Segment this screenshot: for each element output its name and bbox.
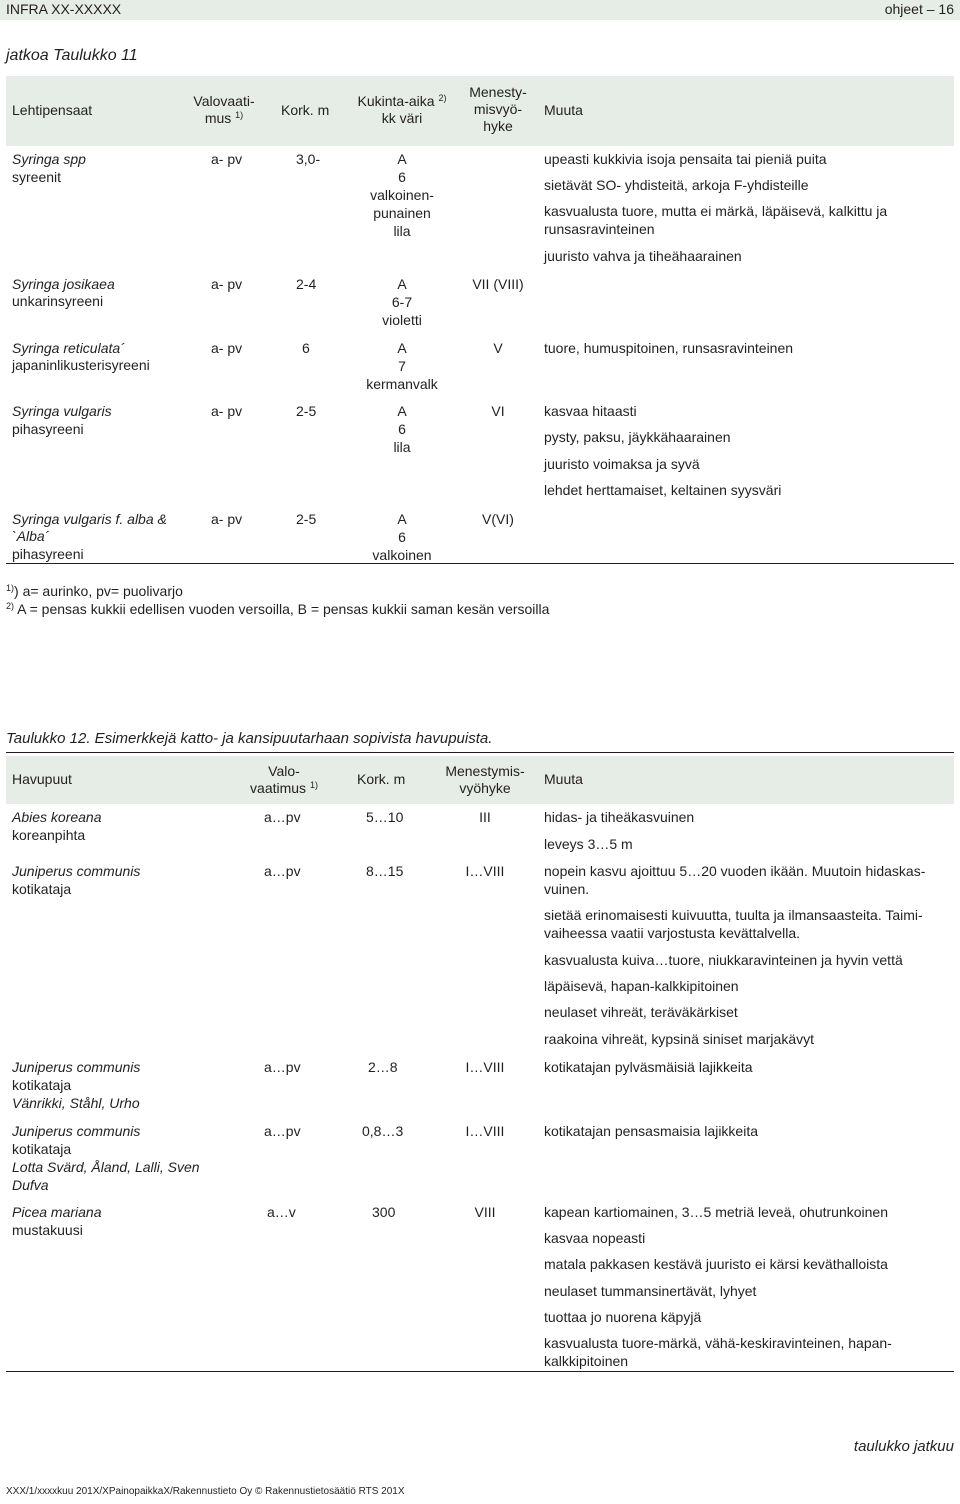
row5-bloom-0: A bbox=[397, 511, 407, 527]
row4-bloom-2: lila bbox=[393, 439, 411, 455]
row4-bloom bbox=[342, 402, 462, 456]
t12-row4-zone: I…VIII bbox=[465, 1123, 505, 1139]
row5-bloom bbox=[342, 510, 462, 564]
t12-row1-note-1: leveys 3…5 m bbox=[544, 836, 633, 852]
row1-bloom-3: punainen bbox=[373, 205, 431, 221]
row1-bloom-1: 6 bbox=[398, 169, 406, 185]
t12-row5-note-2: matala pakkasen kestävä juuristo ei kärsi keväthalloista bbox=[544, 1256, 888, 1272]
header-menestymisvyohyke-12 bbox=[435, 763, 535, 797]
row5-latin2: `Alba´ bbox=[12, 528, 50, 544]
t12-row5-note-0: kapean kartiomainen, 3…5 metriä leveä, ohutrunkoinen bbox=[544, 1204, 888, 1220]
row5-bloom-2: valkoinen bbox=[372, 547, 432, 563]
header-valovaatimus-text: Valovaati-mus bbox=[193, 93, 255, 126]
t12-row4-note-0: kotikatajan pensasmaisia lajikkeita bbox=[544, 1123, 758, 1139]
footnote-2-text: A = pensas kukkii edellisen vuoden versoilla, B = pensas kukkii saman kesän versoilla bbox=[14, 601, 550, 617]
row4-height: 2-5 bbox=[296, 403, 317, 419]
t12-row2-note-1: sietää erinomaisesti kuivuutta, tuulta ja ilmansaasteita. Taimi-vaiheessa vaatii varjostusta kevättalvella. bbox=[544, 907, 923, 941]
header-lehtipensaat: Lehtipensaat bbox=[12, 102, 93, 118]
header-valovaatimus-12-line1: Valo- bbox=[268, 763, 300, 779]
t12-row4-common: kotikataja bbox=[12, 1141, 72, 1157]
row2-latin: Syringa josikaea bbox=[12, 276, 115, 292]
t12-row5-latin: Picea mariana bbox=[12, 1204, 102, 1220]
t12-row3-common: kotikataja bbox=[12, 1077, 72, 1093]
page-header-bar bbox=[0, 0, 960, 20]
row3-light: a- pv bbox=[211, 340, 243, 356]
row3-latin: Syringa reticulata´ bbox=[12, 340, 125, 356]
footnote-ref-1-t12: 1) bbox=[309, 780, 318, 790]
row1-light: a- pv bbox=[211, 151, 243, 167]
t12-row1-light: a…pv bbox=[264, 809, 301, 825]
row4-note-3: lehdet herttamaiset, keltainen syysväri bbox=[544, 482, 782, 498]
row2-height: 2-4 bbox=[296, 276, 317, 292]
row4-bloom-0: A bbox=[397, 403, 407, 419]
footnote-1-text: ) a= aurinko, pv= puolivarjo bbox=[14, 583, 183, 599]
footnote-ref-1: 1) bbox=[235, 110, 244, 120]
row5-common: pihasyreeni bbox=[12, 546, 84, 562]
header-valovaatimus-12-text: vaatimus bbox=[250, 780, 307, 796]
row1-latin: Syringa spp bbox=[12, 151, 86, 167]
row3-bloom bbox=[342, 339, 462, 393]
row4-note-0: kasvaa hitaasti bbox=[544, 403, 637, 419]
t12-row4-height: 0,8…3 bbox=[362, 1123, 404, 1139]
header-korkeus: Kork. m bbox=[281, 102, 330, 118]
header-valovaatimus-12 bbox=[234, 763, 334, 797]
row3-height: 6 bbox=[302, 340, 310, 356]
t12-row2-note-5: raakoina vihreät, kypsinä siniset marjakävyt bbox=[544, 1031, 815, 1047]
t12-row5-zone: VIII bbox=[474, 1204, 496, 1220]
row3-common: japaninlikusterisyreeni bbox=[12, 357, 150, 373]
t12-row-separator bbox=[6, 853, 954, 855]
t12-row3-cultivars: Vänrikki, Ståhl, Urho bbox=[12, 1095, 140, 1111]
t12-row2-common: kotikataja bbox=[12, 881, 72, 897]
header-korkeus-12: Kork. m bbox=[357, 771, 406, 787]
row2-bloom-2: violetti bbox=[382, 312, 422, 328]
row4-zone: VI bbox=[491, 403, 505, 419]
header-menestymis-line1: Menestymis- bbox=[445, 763, 525, 779]
row2-zone: VII (VIII) bbox=[472, 276, 524, 292]
t12-row5-note-4: tuottaa jo nuorena käpyjä bbox=[544, 1309, 702, 1325]
row5-light: a- pv bbox=[211, 511, 243, 527]
t12-row1-height: 5…10 bbox=[366, 809, 404, 825]
row5-height: 2-5 bbox=[296, 511, 317, 527]
t12-row3-zone: I…VIII bbox=[465, 1059, 505, 1075]
row1-bloom-4: lila bbox=[393, 223, 411, 239]
row1-common: syreenit bbox=[12, 169, 62, 185]
row4-common: pihasyreeni bbox=[12, 421, 84, 437]
header-muuta: Muuta bbox=[544, 102, 583, 118]
t12-row2-note-2: kasvualusta kuiva…tuore, niukkaravinteinen ja hyvin vettä bbox=[544, 952, 903, 968]
row3-bloom-2: kermanvalk bbox=[366, 376, 438, 392]
row3-zone: V bbox=[493, 340, 503, 356]
table-12-top-rule bbox=[6, 752, 954, 753]
t12-row5-note-3: neulaset tummansinertävät, lyhyet bbox=[544, 1283, 757, 1299]
row1-note-0: upeasti kukkivia isoja pensaita tai pieniä puita bbox=[544, 151, 827, 167]
t12-row5-note-1: kasvaa nopeasti bbox=[544, 1230, 646, 1246]
header-menestymisvyohyke: Menesty-misvyö-hyke bbox=[469, 84, 527, 134]
header-havupuut: Havupuut bbox=[12, 771, 72, 787]
footnote-1 bbox=[6, 582, 183, 600]
t12-row5-note-5: kasvualusta tuore-märkä, vähä-keskiravinteinen, hapan-kalkkipitoinen bbox=[544, 1335, 892, 1369]
row5-latin: Syringa vulgaris f. alba & bbox=[12, 511, 167, 527]
page-number: ohjeet – 16 bbox=[884, 1, 954, 17]
row1-note-1: sietävät SO- yhdisteitä, arkoja F-yhdisteille bbox=[544, 177, 809, 193]
t12-row1-latin: Abies koreana bbox=[12, 809, 102, 825]
row2-bloom-0: A bbox=[397, 276, 407, 292]
table-12-title: Esimerkkejä katto- ja kansipuutarhaan sopivista havupuista. bbox=[90, 730, 493, 747]
row4-bloom-1: 6 bbox=[398, 421, 406, 437]
row1-height: 3,0- bbox=[296, 151, 321, 167]
row3-bloom-1: 7 bbox=[398, 358, 406, 374]
page-footer: XXX/1/xxxxkuu 201X/XPainopaikkaX/Rakennustieto Oy © Rakennustietosäätiö RTS 201X bbox=[6, 1486, 405, 1497]
t12-row3-latin: Juniperus communis bbox=[12, 1059, 141, 1075]
row3-note-0: tuore, humuspitoinen, runsasravinteinen bbox=[544, 340, 794, 356]
footnote-ref-2: 2) bbox=[438, 93, 447, 103]
t12-row3-light: a…pv bbox=[264, 1059, 301, 1075]
table-12-caption bbox=[6, 730, 492, 748]
row1-bloom-0: A bbox=[397, 151, 407, 167]
row3-bloom-0: A bbox=[397, 340, 407, 356]
row4-latin: Syringa vulgaris bbox=[12, 403, 112, 419]
table-continues-note: taulukko jatkuu bbox=[853, 1438, 954, 1455]
row1-bloom-2: valkoinen- bbox=[370, 187, 434, 203]
t12-row2-latin: Juniperus communis bbox=[12, 863, 141, 879]
footnote-1-mark: 1) bbox=[6, 583, 15, 593]
row5-zone: V(VI) bbox=[482, 511, 514, 527]
row4-light: a- pv bbox=[211, 403, 243, 419]
header-kukinta-text2: kk väri bbox=[381, 110, 423, 126]
header-kukinta bbox=[342, 93, 462, 127]
t12-row5-height: 300 bbox=[372, 1204, 396, 1220]
t12-row5-light: a…v bbox=[267, 1204, 296, 1220]
t12-row2-note-4: neulaset vihreät, teräväkärkiset bbox=[544, 1004, 738, 1020]
row2-bloom bbox=[342, 275, 462, 329]
t12-row4-latin: Juniperus communis bbox=[12, 1123, 141, 1139]
row2-bloom-1: 6-7 bbox=[391, 294, 413, 310]
row2-light: a- pv bbox=[211, 276, 243, 292]
t12-row2-height: 8…15 bbox=[366, 863, 404, 879]
table-12-bottom-rule bbox=[6, 1371, 954, 1372]
row4-note-1: pysty, paksu, jäykkähaarainen bbox=[544, 429, 731, 445]
t12-row4-light: a…pv bbox=[264, 1123, 301, 1139]
table-11-bottom-rule bbox=[6, 563, 954, 564]
continuation-title: jatkoa Taulukko 11 bbox=[6, 47, 138, 64]
row1-bloom bbox=[342, 150, 462, 240]
row1-note-3: juuristo vahva ja tiheähaarainen bbox=[544, 248, 742, 264]
t12-row4-cultivars: Lotta Svärd, Åland, Lalli, Sven Dufva bbox=[12, 1159, 200, 1193]
t12-row1-zone: III bbox=[479, 809, 491, 825]
document-code: INFRA XX-XXXXX bbox=[6, 1, 122, 17]
t12-row3-note-0: kotikatajan pylväsmäisiä lajikkeita bbox=[544, 1059, 753, 1075]
row2-common: unkarinsyreeni bbox=[12, 293, 104, 309]
t12-row2-light: a…pv bbox=[264, 863, 301, 879]
header-valovaatimus bbox=[188, 93, 260, 127]
row4-note-2: juuristo voimaksa ja syvä bbox=[544, 456, 700, 472]
t12-row2-note-3: läpäisevä, hapan-kalkkipitoinen bbox=[544, 978, 739, 994]
row5-bloom-1: 6 bbox=[398, 529, 406, 545]
header-menestymis-line2: vyöhyke bbox=[459, 780, 511, 796]
row1-note-2: kasvualusta tuore, mutta ei märkä, läpäisevä, kalkittu ja runsasravinteinen bbox=[544, 203, 888, 237]
t12-row2-zone: I…VIII bbox=[465, 863, 505, 879]
footnote-2-mark: 2) bbox=[6, 601, 15, 611]
t12-row1-common: koreanpihta bbox=[12, 827, 86, 843]
header-muuta-12: Muuta bbox=[544, 771, 583, 787]
header-valovaatimus-12-line2 bbox=[234, 780, 334, 797]
header-kukinta-text: Kukinta-aika bbox=[357, 93, 435, 109]
footnote-2 bbox=[6, 600, 549, 618]
t12-row2-note-0: nopein kasvu ajoittuu 5…20 vuoden ikään. Muutoin hidaskas-vuinen. bbox=[544, 863, 926, 897]
t12-row1-note-0: hidas- ja tiheäkasvuinen bbox=[544, 809, 695, 825]
t12-row3-height: 2…8 bbox=[368, 1059, 398, 1075]
t12-row5-common: mustakuusi bbox=[12, 1222, 83, 1238]
table-12-number: Taulukko 12. bbox=[6, 730, 91, 747]
